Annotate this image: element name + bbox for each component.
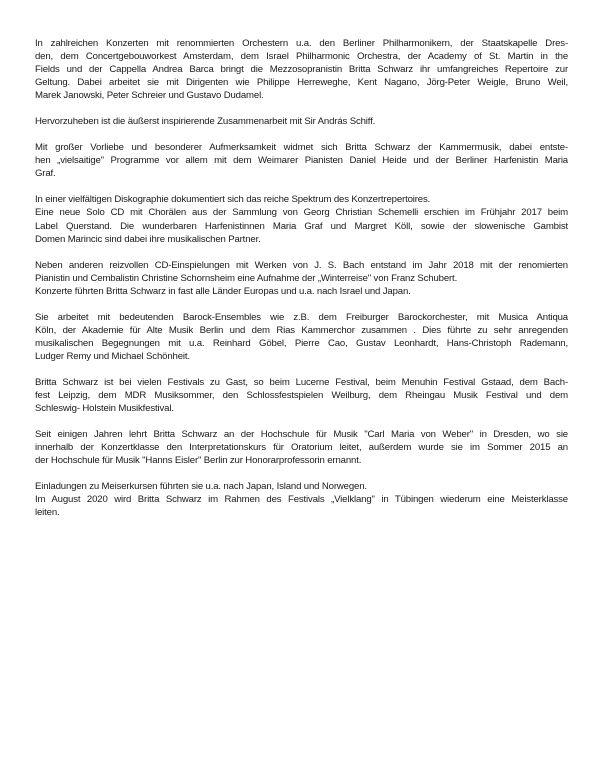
text-line: den, dem Concertgebouworkest Amsterdam, dem Israel Philharmonic Orchestra, der Academy of St. Martin in the [35, 51, 568, 63]
text-line: fest Leipzig, dem MDR Musiksommer, den Schlossfestspielen Weilburg, dem Rheingau Musik Festival und dem [35, 389, 568, 401]
text-line: Domen Marincic sind dabei ihre musikalischen Partner. [35, 233, 261, 245]
text-line: innerhalb der Konzertklasse den Interpretationskurs für Oratorium leitet, außerdem wurde sie im Sommer 2015 an [35, 442, 568, 454]
paragraph-1 [35, 37, 568, 102]
text-line: leiten. [35, 507, 60, 519]
text-line: musikalischen Begegnungen mit u.a. Reinhard Göbel, Pierre Cao, Gustav Leonhardt, Hans-Christoph Rademann, [35, 337, 568, 349]
text-line: Marek Janowski, Peter Schreier und Gustavo Dudamel. [35, 90, 264, 102]
text-line: Fields und der Cappella Andrea Barca bringt die Mezzosopranistin Britta Schwarz ihr umfangreiches Repertoire zur [35, 64, 568, 76]
text-line: Geltung. Dabei arbeitet sie mit Dirigenten wie Philippe Herreweghe, Kent Nagano, Jörg-Peter Weigle, Bruno Weil, [35, 77, 568, 89]
text-line: Sie arbeitet mit bedeutenden Barock-Ensembles wie z.B. dem Freiburger Barockorchester, mit Musica Antiqua [35, 311, 568, 323]
paragraph-7 [35, 376, 568, 415]
paragraph-2 [35, 115, 568, 128]
text-line: Neben anderen reizvollen CD-Einspielungen mit Werken von J. S. Bach entstand im Jahr 2018 mit der renomierten [35, 259, 568, 271]
paragraph-3 [35, 141, 568, 180]
paragraph-8 [35, 428, 568, 467]
paragraph-9 [35, 480, 568, 519]
text-line: Ludger Remy und Michael Schönheit. [35, 350, 190, 362]
text-line: In zahlreichen Konzerten mit renommierten Orchestern u.a. den Berliner Philharmonikern, der Staatskapelle Dres- [35, 38, 568, 49]
text-line: Schleswig- Holstein Musikfestival. [35, 403, 174, 415]
text-line: Einladungen zu Meiserkursen führten sie u.a. nach Japan, Island und Norwegen. [35, 481, 367, 493]
paragraph-5 [35, 259, 568, 298]
paragraph-4 [35, 193, 568, 245]
text-line: In einer vielfältigen Diskographie dokumentiert sich das reiche Spektrum des Konzertrepertoires. [35, 194, 431, 206]
document-page [35, 37, 568, 532]
text-line: Hervorzuheben ist die äußerst inspirierende Zusammenarbeit mit Sir András Schiff. [35, 116, 376, 128]
text-line: Eine neue Solo CD mit Chorälen aus der Sammlung von Georg Christian Schemelli erschien im Frühjahr 2017 beim [35, 207, 568, 219]
text-line: Konzerte führten Britta Schwarz in fast alle Länder Europas und u.a. nach Israel und Japan. [35, 285, 411, 297]
text-line: Britta Schwarz ist bei vielen Festivals zu Gast, so beim Lucerne Festival, beim Menuhin Festival Gstaad, dem Bach- [35, 376, 568, 388]
text-line: hen „vielsaitige" Programme vor allem mit dem Weimarer Pianisten Daniel Heide und der Berliner Harfenistin Maria [35, 155, 568, 167]
text-line: der Hochschule für Musik "Hanns Eisler" Berlin zur Honorarprofessorin ernannt. [35, 455, 362, 467]
text-line: Köln, der Akademie für Alte Musik Berlin und dem Rias Kammerchor zusammen . Dies führte zu sehr anregenden [35, 324, 568, 336]
text-line: Im August 2020 wird Britta Schwarz im Rahmen des Festivals „Vielklang" in Tübingen wiederum eine Meisterklasse [35, 494, 568, 506]
text-line: Label Querstand. Die wunderbaren Harfenistinnen Maria Graf und Margret Köll, sowie der slowenische Gambist [35, 220, 568, 232]
paragraph-6 [35, 311, 568, 363]
text-line: Mit großer Vorliebe und besonderer Aufmerksamkeit widmet sich Britta Schwarz der Kammermusik, dabei entste- [35, 142, 568, 154]
text-line: Pianistin und Cembalistin Christine Schornsheim eine Aufnahme der „Winterreise" von Franz Schubert. [35, 272, 458, 284]
text-line: Seit einigen Jahren lehrt Britta Schwarz an der Hochschule für Musik "Carl Maria von Weber" in Dresden, wo sie [35, 429, 568, 441]
text-line: Graf. [35, 168, 56, 180]
